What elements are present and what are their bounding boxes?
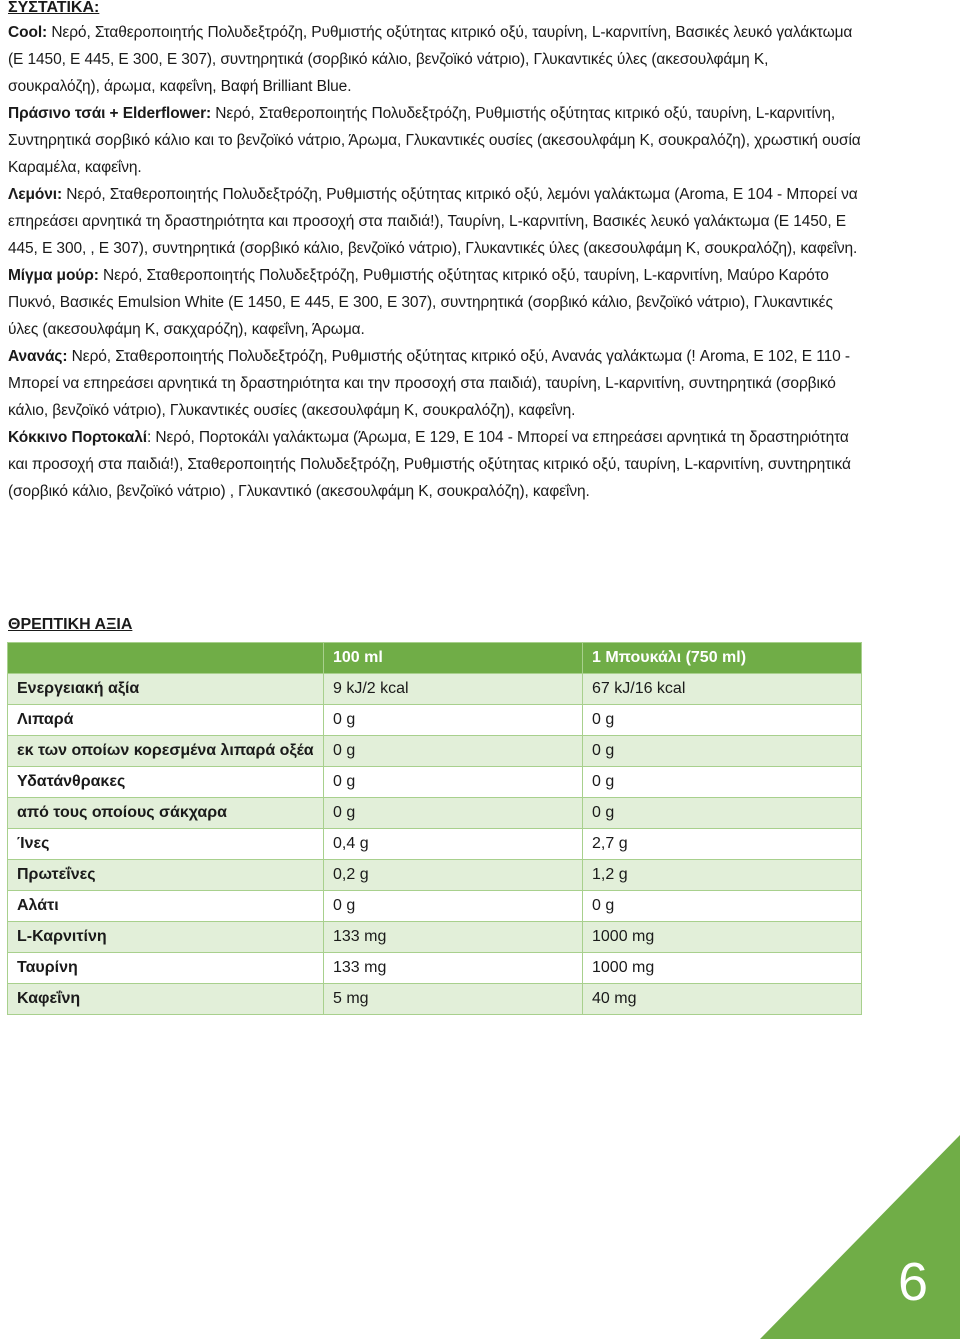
product-name: Cool: [8, 24, 48, 41]
value-per-100ml: 0,2 g [324, 860, 583, 891]
ingredient-paragraph [8, 181, 863, 262]
nutrient-label: από τους οποίους σάκχαρα [8, 798, 324, 829]
table-row [8, 953, 862, 984]
table-row [8, 767, 862, 798]
ingredient-paragraph [8, 424, 863, 505]
product-ingredients: Νερό, Σταθεροποιητής Πολυδεξτρόζη, Ρυθμιστής οξύτητας κιτρικό οξύ, ταυρίνη, L-καρνιτίνη, Βασικές λευκό γαλάκτωμα (E 1450, E 445, E 300, E 307), συντηρητικά (σορβικό κάλιο, βενζοϊκό νάτριο), Γλυκαντικές ύλες (ακεσουλφάμη Κ, σουκραλόζη), άρωμα, καφεΐνη, Βαφή Brilliant Blue. [8, 24, 853, 95]
nutrient-label: Αλάτι [8, 891, 324, 922]
value-per-bottle: 67 kJ/16 kcal [583, 674, 862, 705]
product-ingredients: : Νερό, Πορτοκάλι γαλάκτωμα (Άρωμα, E 129, E 104 - Μπορεί να επηρεάσει αρνητικά τη δραστηριότητα και προσοχή στα παιδιά!), Σταθεροποιητής Πολυδεξτρόζη, Ρυθμιστής οξύτητας κιτρικό οξύ, ταυρίνη, L-καρνιτίνη, συντηρητικά (σορβικό κάλιο, βενζοϊκό νάτριο) , Γλυκαντικό (ακεσουλφάμη Κ, σουκραλόζη), καφεΐνη. [8, 429, 851, 500]
value-per-100ml: 9 kJ/2 kcal [324, 674, 583, 705]
nutrient-label: Υδατάνθρακες [8, 767, 324, 798]
value-per-bottle: 2,7 g [583, 829, 862, 860]
product-ingredients: Νερό, Σταθεροποιητής Πολυδεξτρόζη, Ρυθμιστής οξύτητας κιτρικό οξύ, Ανανάς γαλάκτωμα (! Aroma, E 102, E 110 - Μπορεί να επηρεάσει αρνητικά τη δραστηριότητα και την προσοχή στα παιδιά), ταυρίνη, L-καρνιτίνη, συντηρητικά (σορβικό κάλιο, βενζοϊκό νάτριο), Γλυκαντικές ουσίες (ακεσουλφάμη Κ, σουκραλόζη), καφεΐνη. [8, 348, 850, 419]
product-ingredients: Νερό, Σταθεροποιητής Πολυδεξτρόζη, Ρυθμιστής οξύτητας κιτρικό οξύ, λεμόνι γαλάκτωμα (Aroma, E 104 - Μπορεί να επηρεάσει αρνητικά τη δραστηριότητα και προσοχή στα παιδιά!), Ταυρίνη, L-καρνιτίνη, Βασικές λευκό γαλάκτωμα (E 1450, E 445, E 300, , E 307), συντηρητικά (σορβικό κάλιο, βενζοϊκό νάτριο), Γλυκαντικές ύλες (ακεσουλφάμη Κ, σουκραλόζη), καφεΐνη. [8, 186, 858, 257]
ingredient-paragraph [8, 100, 863, 181]
column-header [8, 643, 324, 674]
value-per-bottle: 1000 mg [583, 922, 862, 953]
value-per-100ml: 0,4 g [324, 829, 583, 860]
product-name: Μίγμα μούρ: [8, 267, 99, 284]
value-per-bottle: 0 g [583, 736, 862, 767]
table-row [8, 674, 862, 705]
value-per-100ml: 0 g [324, 798, 583, 829]
product-ingredients: Νερό, Σταθεροποιητής Πολυδεξτρόζη, Ρυθμιστής οξύτητας κιτρικό οξύ, ταυρίνη, L-καρνιτίνη, Μαύρο Καρότο Πυκνό, Βασικές Emulsion White (E 1450, E 445, E 300, E 307), συντηρητικά (σορβικό κάλιο, βενζοϊκό νάτριο), Γλυκαντικές ύλες (ακεσουλφάμη Κ, σακχαρόζη), καφεΐνη, Άρωμα. [8, 267, 833, 338]
ingredient-paragraph [8, 262, 863, 343]
value-per-100ml: 133 mg [324, 922, 583, 953]
column-header: 1 Μπουκάλι (750 ml) [583, 643, 862, 674]
value-per-100ml: 0 g [324, 891, 583, 922]
nutrient-label: Ενεργειακή αξία [8, 674, 324, 705]
table-header-row [8, 643, 862, 674]
product-name: Κόκκινο Πορτοκαλί [8, 429, 147, 446]
value-per-bottle: 0 g [583, 767, 862, 798]
value-per-bottle: 1000 mg [583, 953, 862, 984]
value-per-bottle: 0 g [583, 705, 862, 736]
value-per-100ml: 133 mg [324, 953, 583, 984]
ingredients-section [8, 0, 863, 505]
value-per-100ml: 5 mg [324, 984, 583, 1015]
value-per-bottle: 0 g [583, 798, 862, 829]
product-name: Πράσινο τσάι + Elderflower: [8, 105, 212, 122]
nutrient-label: Καφεΐνη [8, 984, 324, 1015]
column-header: 100 ml [324, 643, 583, 674]
ingredient-paragraph [8, 19, 863, 100]
value-per-bottle: 1,2 g [583, 860, 862, 891]
corner-triangle [760, 1135, 960, 1339]
value-per-100ml: 0 g [324, 705, 583, 736]
nutrient-label: Ίνες [8, 829, 324, 860]
ingredient-paragraph [8, 343, 863, 424]
product-ingredients: Νερό, Σταθεροποιητής Πολυδεξτρόζη, Ρυθμιστής οξύτητας κιτρικό οξύ, ταυρίνη, L-καρνιτίνη, Συντηρητικά σορβικό κάλιο και το βενζοϊκό νάτριο, Άρωμα, Γλυκαντικές ουσίες (ακεσουλφάμη Κ, σουκραλόζη), χρωστική ουσία Καραμέλα, καφεΐνη. [8, 105, 861, 176]
table-row [8, 736, 862, 767]
nutrient-label: Λιπαρά [8, 705, 324, 736]
product-name: Λεμόνι: [8, 186, 63, 203]
value-per-bottle: 0 g [583, 891, 862, 922]
value-per-bottle: 40 mg [583, 984, 862, 1015]
nutrient-label: εκ των οποίων κορεσμένα λιπαρά οξέα [8, 736, 324, 767]
nutrient-label: Ταυρίνη [8, 953, 324, 984]
nutrient-label: Πρωτεΐνες [8, 860, 324, 891]
ingredients-heading: ΣΥΣΤΑΤΙΚΑ: [8, 0, 100, 16]
page-number: 6 [897, 1252, 928, 1312]
nutrient-label: L-Καρνιτίνη [8, 922, 324, 953]
value-per-100ml: 0 g [324, 767, 583, 798]
value-per-100ml: 0 g [324, 736, 583, 767]
table-row [8, 891, 862, 922]
table-row [8, 798, 862, 829]
product-name: Ανανάς: [8, 348, 68, 365]
nutrition-heading: ΘΡΕΠΤΙΚΗ ΑΞΙΑ [8, 616, 133, 633]
table-row [8, 705, 862, 736]
table-row [8, 922, 862, 953]
table-row [8, 984, 862, 1015]
table-row [8, 829, 862, 860]
table-row [8, 860, 862, 891]
nutrition-table [7, 642, 862, 1015]
